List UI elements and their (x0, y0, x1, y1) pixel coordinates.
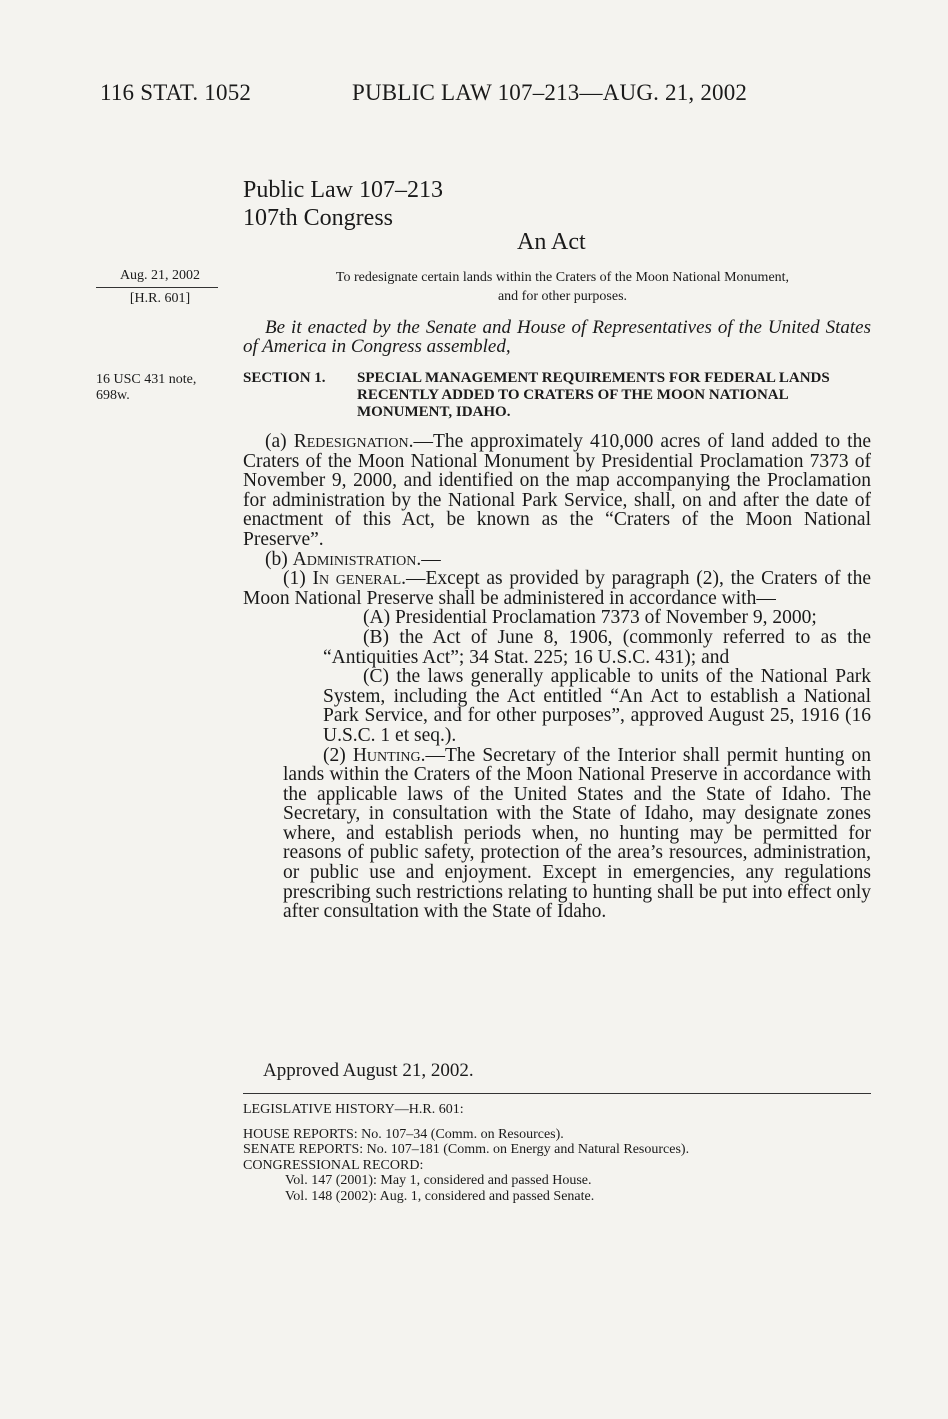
act-heading: An Act (517, 229, 586, 255)
congress-number: 107th Congress (243, 205, 393, 231)
margin-date: Aug. 21, 2002 (119, 268, 201, 283)
paragraph-2 (243, 746, 871, 922)
item-c: (C) the laws generally applicable to units of the National Park System, including the Act entitled “An Act to establish a National Park Service, and for other purposes”, approved August 25, 1916 (16 U.S.C. 1 et seq.). (323, 666, 871, 746)
law-title-block (243, 176, 443, 232)
section-title: SPECIAL MANAGEMENT REQUIREMENTS FOR FEDERAL LANDS RECENTLY ADDED TO CRATERS OF THE MOON NATIONAL MONUMENT, IDAHO. (357, 370, 830, 420)
usc-note-line1: 16 USC 431 note, (96, 372, 197, 387)
subsection-a-prefix: (a) (265, 431, 294, 452)
enacting-clause-text: Be it enacted by the Senate and House of Representatives of the United States of America in Congress assembled, (243, 317, 871, 357)
approval-date: Approved August 21, 2002. (263, 1060, 474, 1081)
legislative-history-rule (243, 1093, 871, 1094)
record-vol-148: Vol. 148 (2002): Aug. 1, considered and passed Senate. (285, 1188, 595, 1204)
subsection-b-prefix: (b) (265, 548, 293, 570)
item-b: (B) the Act of June 8, 1906, (commonly referred to as the “Antiquities Act”; 34 Stat. 225; 16 U.S.C. 431); and (323, 626, 871, 668)
legislative-history (243, 1102, 883, 1204)
congressional-record: CONGRESSIONAL RECORD: (243, 1157, 424, 1173)
margin-rule (96, 287, 218, 288)
section-heading (243, 370, 871, 421)
law-number: Public Law 107–213 (243, 177, 443, 203)
enacting-clause (243, 318, 871, 356)
long-title-line2: and for other purposes. (497, 289, 628, 304)
paragraph-1-text: .—Except as provided by paragraph (2), the Craters of the Moon National Preserve shall be administered in accordance with— (243, 568, 871, 609)
stat-page-number: 116 STAT. 1052 (100, 80, 252, 105)
item-a: (A) Presidential Proclamation 7373 of November 9, 2000; (363, 607, 817, 629)
margin-usc-note (96, 372, 226, 404)
section-body (243, 432, 871, 922)
subsection-a-text: .—The approximately 410,000 acres of land added to the Craters of the Moon National Monument by Presidential Proclamation 7373 of November 9, 2000, and identified on the map accompanying the Proclamation for administration by the National Park Service, shall, on and after the date of enactment of this Act, be known as the “Craters of the Moon National Preserve”. (243, 431, 871, 550)
paragraph-2-prefix: (2) (323, 744, 353, 766)
paragraph-1-prefix: (1) (283, 568, 313, 590)
subsection-a-heading: Redesignation (293, 431, 409, 452)
long-title (250, 268, 875, 306)
margin-bill-number: [H.R. 601] (129, 291, 191, 306)
long-title-line1: To redesignate certain lands within the Craters of the Moon National Monument, (335, 270, 790, 285)
margin-date-bill (96, 268, 224, 307)
subsection-b-text: .— (416, 548, 441, 570)
house-reports: HOUSE REPORTS: No. 107–34 (Comm. on Resources). (243, 1126, 564, 1142)
usc-note-line2: 698w. (96, 388, 130, 403)
subsection-b-heading: Administration (292, 548, 417, 570)
legislative-history-title: LEGISLATIVE HISTORY—H.R. 601: (243, 1102, 464, 1117)
paragraph-2-text: .—The Secretary of the Interior shall permit hunting on lands within the Craters of the Moon National Preserve in accordance with the applicable laws of the United States and the State of Idaho. The Secretary, in consultation with the State of Idaho, may designate zones where, and establish periods when, no hunting may be permitted for reasons of public safety, protection of the area’s resources, administration, or public use and enjoyment. Except in emergencies, any regulations prescribing such restrictions relating to hunting shall be put into effect only after consultation with the State of Idaho. (283, 744, 871, 923)
senate-reports: SENATE REPORTS: No. 107–181 (Comm. on Energy and Natural Resources). (243, 1142, 690, 1157)
running-header: PUBLIC LAW 107–213—AUG. 21, 2002 (352, 80, 748, 105)
record-vol-147: Vol. 147 (2001): May 1, considered and passed House. (285, 1173, 592, 1188)
subsection-a (243, 432, 871, 550)
subsection-b (243, 550, 871, 570)
section-label: SECTION 1. (243, 370, 326, 386)
paragraph-1 (243, 569, 871, 608)
paragraph-1-heading: In general (312, 568, 402, 590)
paragraph-2-heading: Hunting (352, 744, 421, 766)
